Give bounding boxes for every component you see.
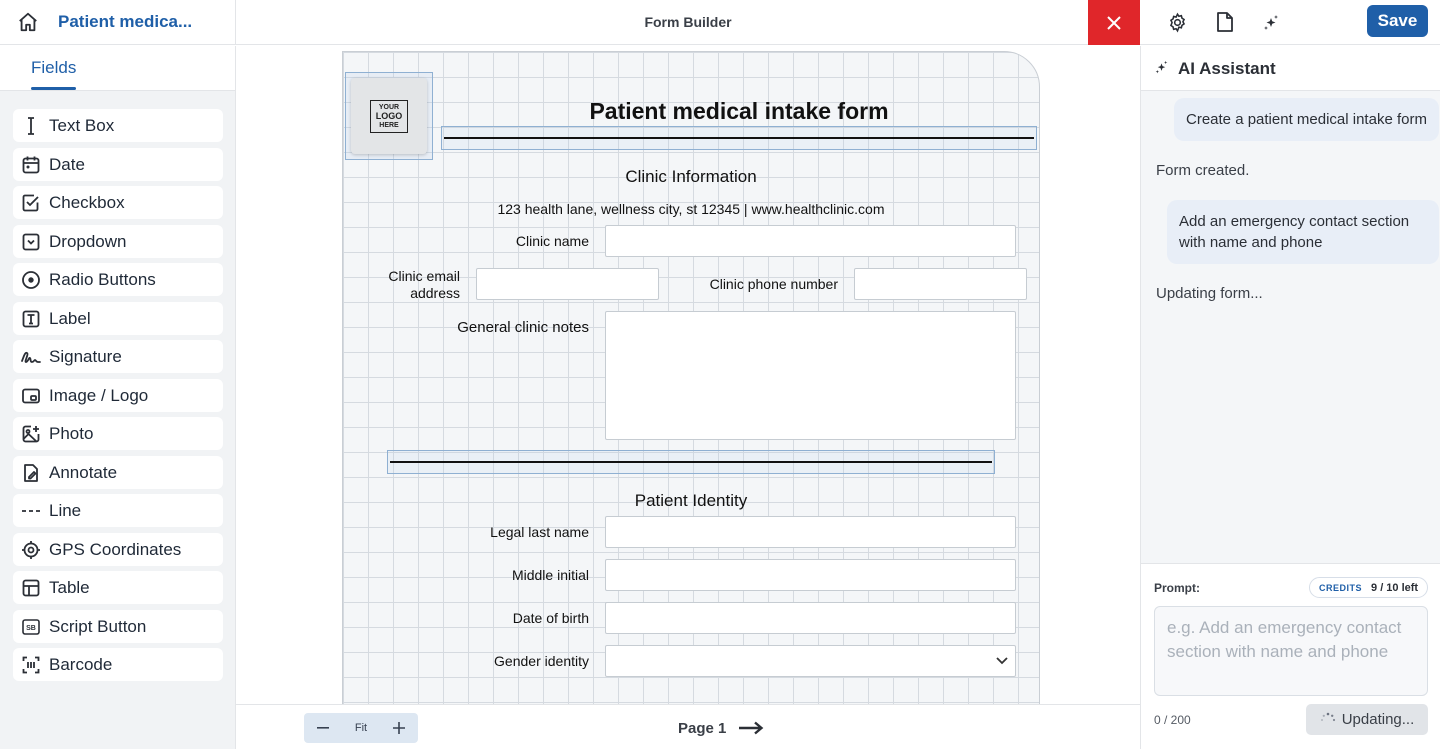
document-icon bbox=[1215, 11, 1235, 33]
zoom-in-button[interactable] bbox=[380, 713, 418, 743]
field-signature[interactable]: Signature bbox=[13, 340, 223, 373]
legal-last-name-input[interactable] bbox=[605, 516, 1016, 548]
plus-icon bbox=[393, 722, 405, 734]
field-checkbox[interactable]: Checkbox bbox=[13, 186, 223, 219]
clinic-notes-textarea[interactable] bbox=[605, 311, 1016, 440]
save-button[interactable]: Save bbox=[1367, 5, 1428, 37]
form-page[interactable] bbox=[342, 51, 1040, 704]
field-label: Gender identity bbox=[494, 653, 589, 669]
field-label[interactable]: Label bbox=[13, 302, 223, 335]
field-gps-coordinates[interactable]: GPS Coordinates bbox=[13, 533, 223, 566]
text-cursor-icon bbox=[13, 109, 49, 142]
dropdown-icon bbox=[13, 225, 49, 258]
credits-label: CREDITS bbox=[1319, 582, 1363, 593]
script-icon bbox=[13, 610, 49, 643]
field-annotate[interactable]: Annotate bbox=[13, 456, 223, 489]
divider-line bbox=[444, 137, 1034, 139]
gear-icon bbox=[1167, 12, 1188, 33]
prompt-area bbox=[1141, 563, 1440, 749]
table-icon bbox=[13, 571, 49, 604]
radio-icon bbox=[13, 263, 49, 296]
section-heading[interactable]: Clinic Information bbox=[625, 167, 757, 186]
form-canvas[interactable] bbox=[236, 46, 1140, 704]
field-label: Middle initial bbox=[511, 567, 589, 583]
field-dropdown[interactable]: Dropdown bbox=[13, 225, 223, 258]
line-icon bbox=[13, 494, 49, 527]
minus-icon bbox=[317, 727, 329, 729]
annotate-icon bbox=[13, 456, 49, 489]
gender-identity-select[interactable] bbox=[605, 645, 1016, 677]
checkbox-icon bbox=[13, 186, 49, 219]
app-title: Form Builder bbox=[644, 14, 732, 30]
middle-initial-input[interactable] bbox=[605, 559, 1016, 591]
page-indicator: Page 1 bbox=[678, 720, 727, 737]
field-script-button[interactable]: SB Script Button bbox=[13, 610, 223, 643]
field-line[interactable]: Line bbox=[13, 494, 223, 527]
page-settings-button[interactable] bbox=[1211, 9, 1239, 35]
sparkle-icon bbox=[1154, 60, 1169, 75]
image-icon bbox=[13, 379, 49, 412]
field-date[interactable]: Date bbox=[13, 148, 223, 181]
spinner-icon bbox=[1320, 712, 1336, 728]
chevron-down-icon bbox=[995, 656, 1009, 666]
logo-text: YOUR LOGO HERE bbox=[370, 100, 409, 133]
field-label: Clinic email address bbox=[388, 268, 460, 301]
sparkle-icon bbox=[1262, 14, 1280, 32]
field-radio-buttons[interactable]: Radio Buttons bbox=[13, 263, 223, 296]
close-button[interactable] bbox=[1088, 0, 1140, 45]
field-table[interactable]: Table bbox=[13, 571, 223, 604]
field-label: Clinic name bbox=[515, 233, 589, 249]
credits-value: 9 / 10 left bbox=[1371, 581, 1419, 594]
field-label: Clinic phone number bbox=[709, 276, 838, 292]
svg-text:SB: SB bbox=[26, 624, 36, 632]
prompt-input[interactable] bbox=[1154, 606, 1428, 696]
credits-badge bbox=[1309, 577, 1428, 598]
character-count: 0 / 200 bbox=[1154, 713, 1191, 727]
settings-button[interactable] bbox=[1163, 9, 1191, 35]
ai-assistant-panel bbox=[1140, 46, 1440, 749]
tab-fields[interactable]: Fields bbox=[31, 58, 77, 77]
close-icon bbox=[1107, 16, 1121, 30]
gps-icon bbox=[13, 533, 49, 566]
field-label: General clinic notes bbox=[457, 319, 589, 336]
assistant-message: Form created. bbox=[1156, 162, 1250, 179]
prompt-label: Prompt: bbox=[1154, 581, 1200, 595]
ai-assistant-button[interactable] bbox=[1257, 10, 1285, 36]
submit-button[interactable] bbox=[1306, 704, 1428, 735]
zoom-controls bbox=[304, 713, 418, 743]
logo-placeholder bbox=[351, 78, 427, 154]
top-bar bbox=[0, 0, 1440, 45]
divider-selection[interactable] bbox=[441, 126, 1037, 150]
arrow-right-icon bbox=[738, 721, 764, 735]
section-heading[interactable]: Patient Identity bbox=[634, 491, 748, 510]
clinic-phone-input[interactable] bbox=[854, 268, 1027, 300]
divider-selection[interactable] bbox=[387, 450, 995, 474]
fields-sidebar bbox=[0, 46, 236, 749]
zoom-fit-button[interactable]: Fit bbox=[354, 722, 368, 734]
signature-icon bbox=[13, 340, 49, 373]
ai-panel-header bbox=[1141, 46, 1440, 91]
canvas-footer bbox=[236, 704, 1140, 749]
field-text-box[interactable]: Text Box bbox=[13, 109, 223, 142]
home-icon[interactable] bbox=[14, 9, 42, 35]
assistant-message: Updating form... bbox=[1156, 285, 1263, 302]
clinic-email-input[interactable] bbox=[476, 268, 659, 300]
field-label: Legal last name bbox=[490, 524, 589, 540]
label-icon bbox=[13, 302, 49, 335]
logo-selection[interactable] bbox=[345, 72, 433, 160]
user-message: Create a patient medical intake form bbox=[1174, 98, 1439, 141]
submit-label: Updating... bbox=[1341, 711, 1415, 728]
date-of-birth-input[interactable] bbox=[605, 602, 1016, 634]
next-page-button[interactable] bbox=[736, 715, 766, 741]
address-text[interactable]: 123 health lane, wellness city, st 12345 | www.healthclinic.com bbox=[497, 201, 885, 217]
document-title[interactable]: Patient medica... bbox=[58, 12, 193, 31]
clinic-name-input[interactable] bbox=[605, 225, 1016, 257]
field-label: Date of birth bbox=[512, 610, 589, 626]
ai-panel-title: AI Assistant bbox=[1178, 59, 1276, 78]
divider-line bbox=[390, 461, 992, 463]
field-photo[interactable]: Photo bbox=[13, 417, 223, 450]
field-barcode[interactable]: Barcode bbox=[13, 648, 223, 681]
sidebar-tabs bbox=[0, 46, 235, 91]
photo-icon bbox=[13, 417, 49, 450]
calendar-icon bbox=[13, 148, 49, 181]
field-image-logo[interactable]: Image / Logo bbox=[13, 379, 223, 412]
active-tab-indicator bbox=[31, 87, 76, 90]
form-title[interactable]: Patient medical intake form bbox=[589, 98, 889, 124]
barcode-icon bbox=[13, 648, 49, 681]
user-message: Add an emergency contact section with name and phone bbox=[1167, 200, 1439, 264]
zoom-out-button[interactable] bbox=[304, 713, 342, 743]
